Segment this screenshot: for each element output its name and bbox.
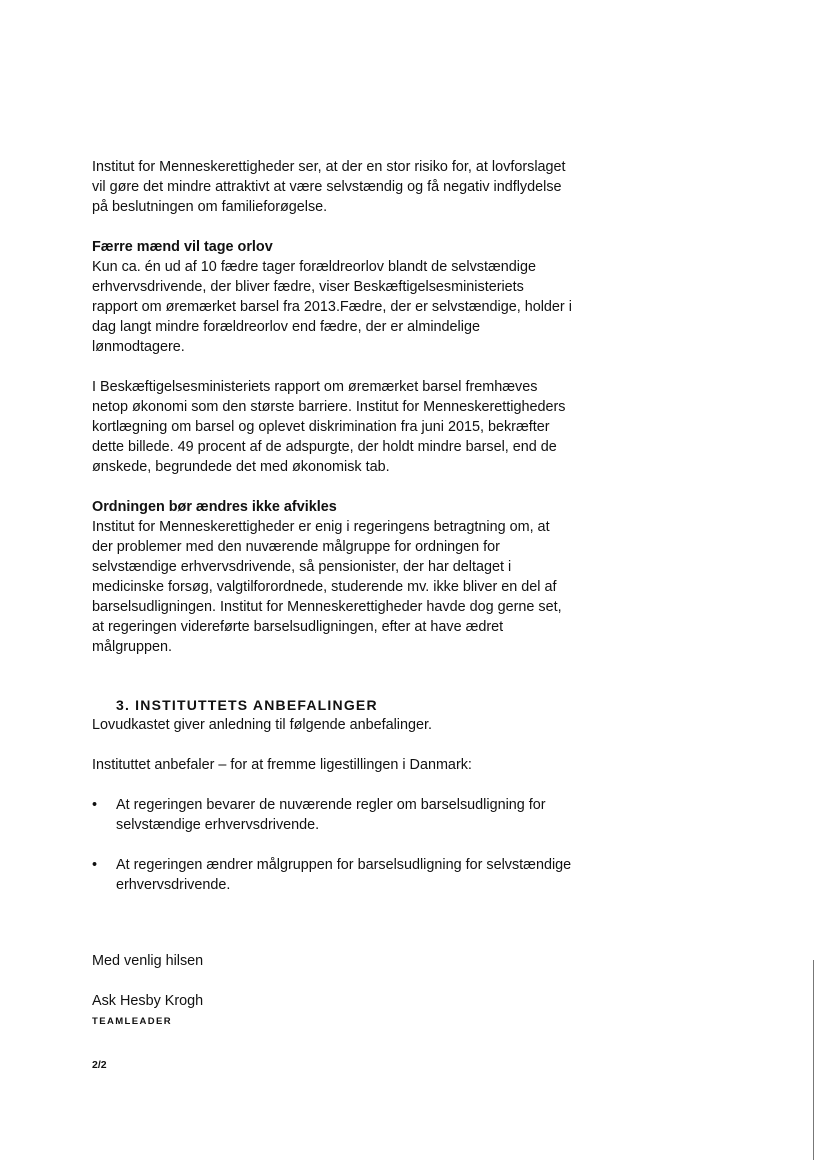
intro-paragraph: Institut for Menneskerettigheder ser, at der en stor risiko for, at lovforslaget vil gøre det mindre attraktivt at være selvstændig og få negativ indflydelse på beslutningen om familieforøgelse.	[92, 159, 566, 215]
signer-name: Ask Hesby Krogh	[92, 993, 204, 1009]
recommendations-title: 3. INSTITUTTETS ANBEFALINGER	[116, 697, 378, 713]
section-ordningen-paragraph: Institut for Menneskerettigheder er enig i regeringens betragtning om, at der problemer med den nuværende målgruppe for ordningen for selvstændige erhvervsdrivende, så pensionister, der har deltaget i medicinske forsøg, valgtilforordnede, studerende mv. ikke bliver en del af barselsudligningen. Institut for Menneskerettigheder havde dog gerne set, at regeringen videreførte barselsudligningen, efter at have ædret målgruppen.	[92, 519, 562, 655]
section-orlov-paragraph-2: I Beskæftigelsesministeriets rapport om øremærket barsel fremhæves netop økonomi som den største barriere. Institut for Menneskerettigheders kortlægning om barsel og oplevet diskrimination fra juni 2015, bekræfter dette billede. 49 procent af de adspurgte, der holdt mindre barsel, end de ønskede, begrundede det med økonomisk tab.	[92, 379, 566, 475]
recommendation-text: At regeringen ændrer målgruppen for barselsudligning for selvstændige erhvervsdrivende.	[116, 857, 572, 893]
section-heading-ordningen: Ordningen bør ændres ikke afvikles	[92, 499, 337, 515]
scan-edge-line	[813, 960, 814, 1160]
recommendations-lead: Lovudkastet giver anledning til følgende anbefalinger.	[92, 717, 433, 733]
bullet-icon: •	[92, 797, 98, 813]
document-body	[92, 157, 572, 1075]
section-heading-orlov: Færre mænd vil tage orlov	[92, 239, 273, 255]
bullet-icon: •	[92, 857, 98, 873]
signer-role: TEAMLEADER	[92, 1016, 172, 1027]
page-number: 2/2	[92, 1059, 107, 1071]
section-orlov-paragraph-1: Kun ca. én ud af 10 fædre tager forældreorlov blandt de selvstændige erhvervsdrivende, der bliver fædre, viser Beskæftigelsesministeriets rapport om øremærket barsel fra 2013.Fædre, der er selvstændige, holder i dag langt mindre forældreorlov end fædre, der er almindelige lønmodtagere.	[92, 259, 572, 355]
list-item	[92, 855, 572, 895]
recommendation-text: At regeringen bevarer de nuværende regler om barselsudligning for selvstændige erhvervsdrivende.	[116, 797, 546, 833]
recommendations-list	[92, 795, 572, 895]
list-spacer	[92, 835, 572, 855]
list-item	[92, 795, 572, 835]
closing-greeting: Med venlig hilsen	[92, 953, 204, 969]
recommendations-intro: Instituttet anbefaler – for at fremme ligestillingen i Danmark:	[92, 757, 472, 773]
